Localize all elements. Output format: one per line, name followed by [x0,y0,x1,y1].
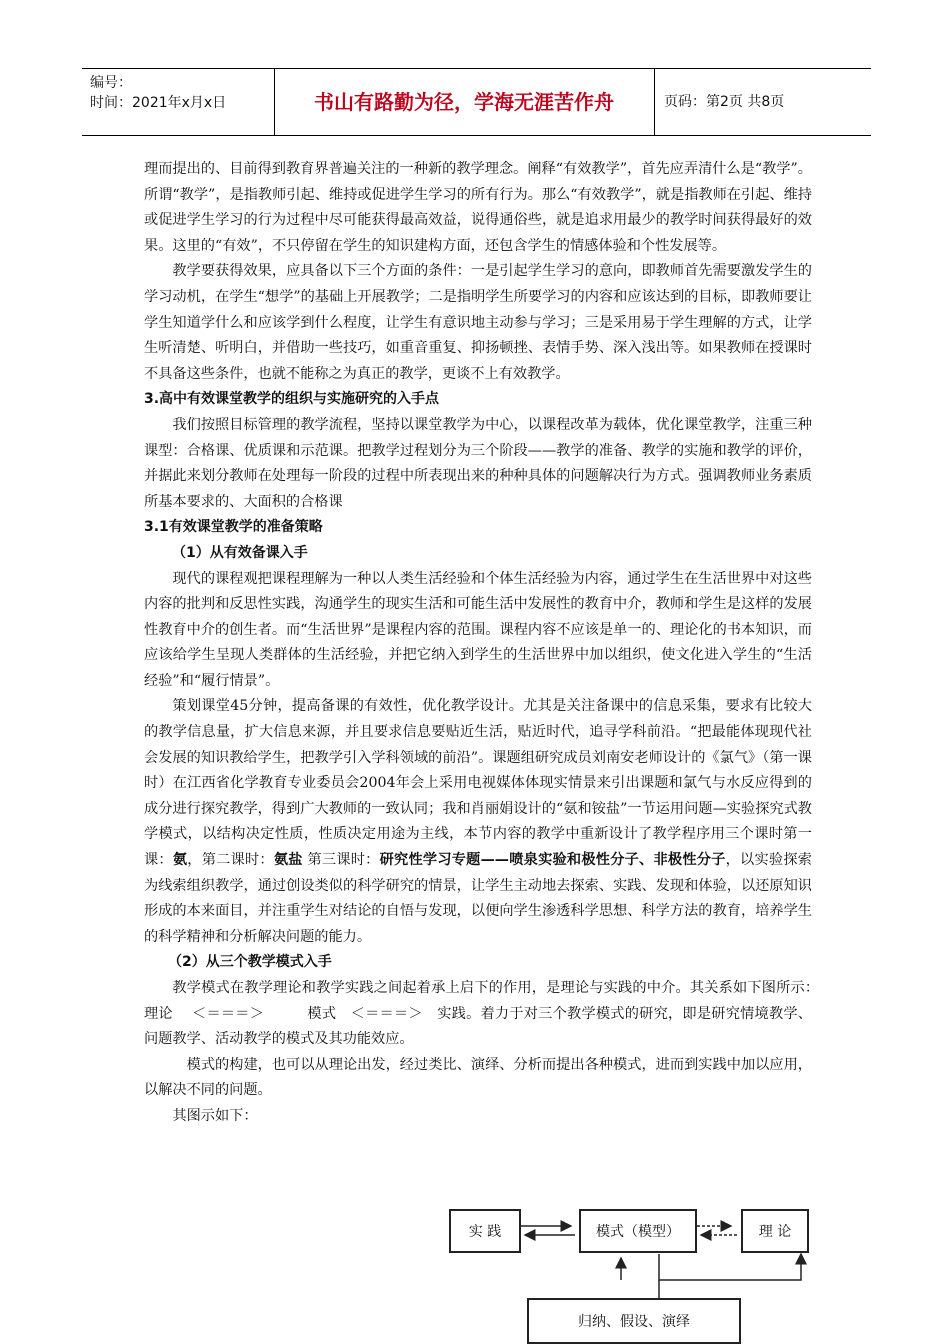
paragraph: 教学要获得效果，应具备以下三个方面的条件：一是引起学生学习的意向，即教师首先需要激发学生的学习动机，在学生“想学”的基础上开展教学；二是指明学生所要学习的内容和应该达到的目标，即教师要让学生知道学什么和应该学到什么程度，让学生有意识地主动参与学习；三是采用易于学生理解的方式，让学生听清楚、听明白，并借助一些技巧，如重音重复、抑扬顿挫、表情手势、深入浅出等。如果教师在授课时不具备这些条件，也就不能称之为真正的教学，更谈不上有效教学。 [144,263,812,382]
header-motto: 书山有路勤为径，学海无涯苦作舟 [314,90,614,114]
text-run: 第三课时： [302,852,380,869]
page-header [82,68,871,136]
text-run: ，第二课时： [187,852,274,869]
text-run: 策划课堂45分钟，提高备课的有效性，优化教学设计。尤其是关注备课中的信息采集，要求有比较大的教学信息量，扩大信息来源，并且要求信息要贴近生活，贴近时代，追寻学科前沿。“把最能体现现代社会发展的知识教给学生，把教学引入学科领域的前沿”。课题组研究成员刘南安老师设计的《氯气》（第一课时）在江西省化学教育专业委员会2004年会上采用电视媒体体现实情景来引出课题和氯气与水反应得到的成分进行探究教学，得到广大教师的一致认同；我和肖丽娟设计的“氨和铵盐”一节运用问题—实验探究式教学模式，以结构决定性质，性质决定用途为主线，本节内容的教学中重新设计了教学程序用三个课时第一课： [144,698,812,869]
sub-heading: （2）从三个教学模式入手 [168,954,332,971]
header-divider [654,69,655,135]
box-model: 模式（模型） [579,1209,697,1253]
bold-text: 氨盐 [273,852,303,869]
paragraph: 其图示如下： [172,1107,258,1124]
paragraph: 现代的课程观把课程理解为一种以人类生活经验和个体生活经验为内容，通过学生在生活世界中对这些内容的批判和反思性实践，沟通学生的现实生活和可能生活中发展性的教育中介，教师和学生是这样的发展性教育中介的创生者。而“生活世界”是课程内容的范围。课程内容不应该是单一的、理论化的书本知识，而应该给学生呈现人类群体的生活经验，并把它纳入到学生的生活世界中加以组织，使文化进入学生的“生活经验”和“履行情景”。 [144,570,812,689]
section-heading: 3.高中有效课堂教学的组织与实施研究的入手点 [144,391,440,408]
paragraph: 教学模式在教学理论和教学实践之间起着承上启下的作用，是理论与实践的中介。其关系如下图所示： 理论 ＜＝＝＝＞ 模式 ＜＝＝＝＞ 实践。着力于对三个教学模式的研究，即是研究情境教学、问题教学、活动教学的模式及其功能效应。 [144,980,841,1048]
box-induction: 归纳、假设、演绎 [527,1298,741,1344]
document-body [144,157,841,1130]
paragraph [144,694,812,950]
bold-text: 研究性学习专题——喷泉实验和极性分子、非极性分子 [379,852,726,869]
model-diagram [441,1202,821,1344]
doc-date-label: 时间：2021年x月x日 [90,95,227,111]
page-indicator: 页码：第2页 共8页 [664,94,785,110]
header-meta [90,73,226,113]
bold-text: 氨 [172,852,188,869]
box-practice: 实 践 [449,1209,521,1253]
paragraph: 我们按照目标管理的教学流程，坚持以课堂教学为中心，以课程改革为载体，优化课堂教学，注重三种课型：合格课、优质课和示范课。把教学过程划分为三个阶段——教学的准备、教学的实施和教学的评价，并据此来划分教师在处理每一阶段的过程中所表现出来的种种具体的问题解决行为方式。强调教师业务素质所基本要求的、大面积的合格课 [144,416,812,510]
doc-number-label: 编号： [90,75,132,91]
text-run: ，以实验探索为线索组织教学，通过创设类似的科学研究的情景，让学生主动地去探索、实践、发现和体验，以还原知识形成的本来面目，并注重学生对结论的自悟与发现，以便向学生渗透科学思想、科学方法的教育，培养学生的科学精神和分析解决问题的能力。 [144,852,812,945]
sub-heading: （1）从有效备课入手 [172,544,308,561]
box-theory: 理 论 [741,1209,809,1253]
paragraph: 理而提出的、目前得到教育界普遍关注的一种新的教学理念。阐释“有效教学”，首先应弄清什么是“教学”。所谓“教学”，是指教师引起、维持或促进学生学习的所有行为。那么“有效教学”，就是指教师在引起、维持或促进学生学习的行为过程中尽可能获得最高效益，说得通俗些，就是追求用最少的教学时间获得最好的效果。这里的“有效”，不只停留在学生的知识建构方面，还包含学生的情感体验和个性发展等。 [144,161,812,254]
paragraph: 模式的构建，也可以从理论出发，经过类比、演绎、分析而提出各种模式，进而到实践中加以应用，以解决不同的问题。 [144,1056,812,1099]
subsection-heading: 3.1有效课堂教学的准备策略 [144,519,323,536]
